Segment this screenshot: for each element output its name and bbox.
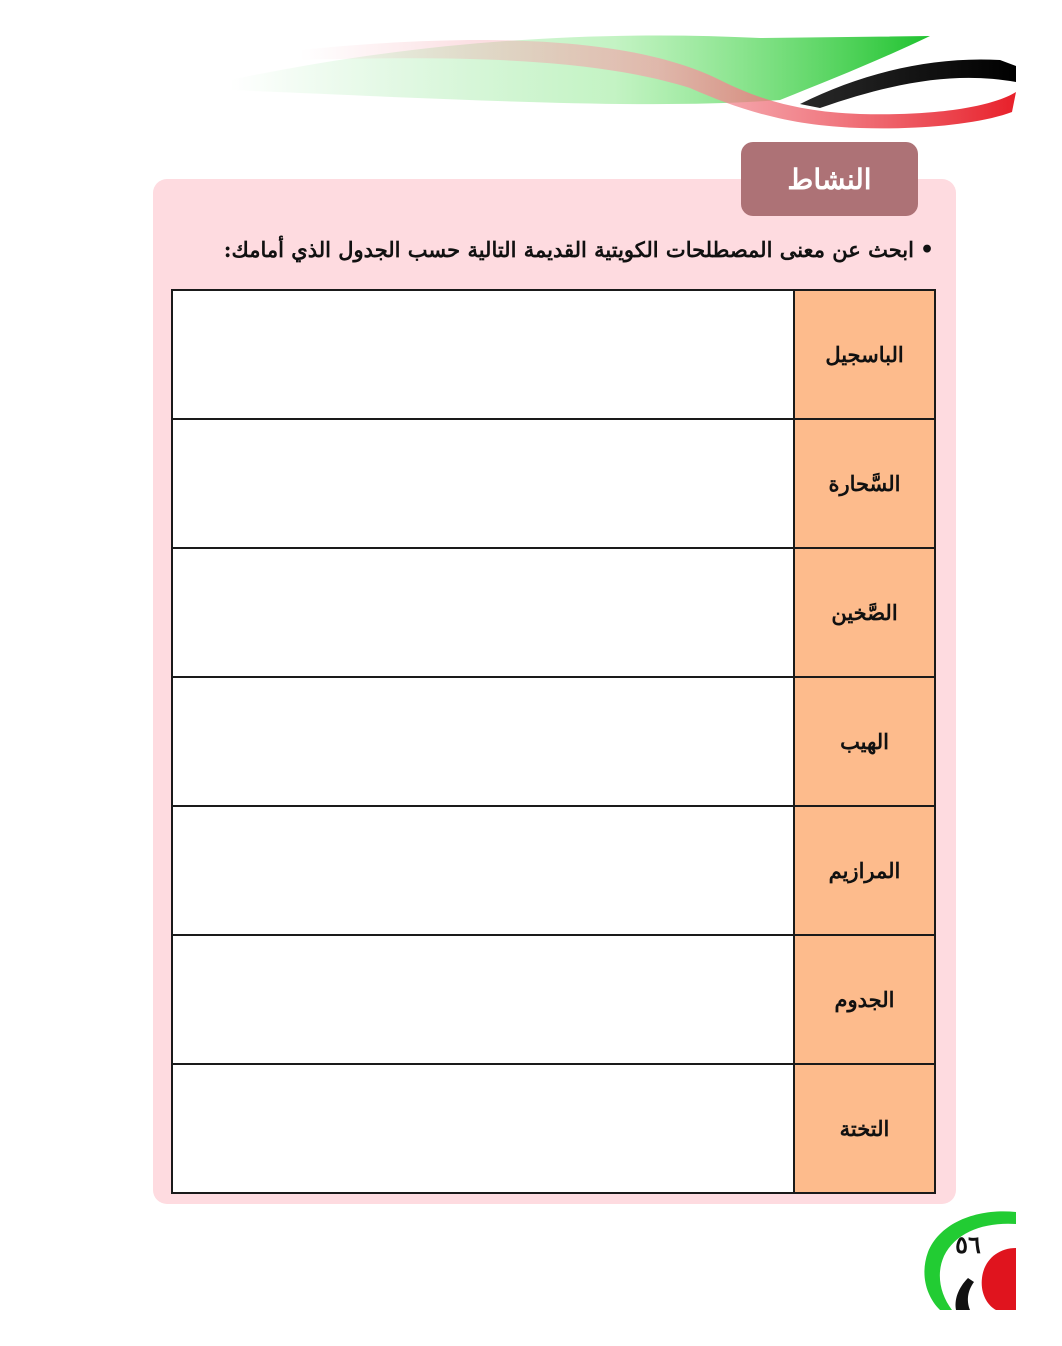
answer-cell[interactable] xyxy=(172,935,794,1064)
answer-cell[interactable] xyxy=(172,677,794,806)
activity-instruction xyxy=(174,232,934,268)
table-row xyxy=(172,935,935,1064)
instruction-text: ابحث عن معنى المصطلحات الكويتية القديمة التالية حسب الجدول الذي أمامك: xyxy=(223,237,914,262)
answer-cell[interactable] xyxy=(172,419,794,548)
answer-cell[interactable] xyxy=(172,548,794,677)
bullet-icon: • xyxy=(919,237,934,263)
flag-ribbon-decoration xyxy=(0,0,1062,140)
answer-cell[interactable] xyxy=(172,806,794,935)
term-cell: الجدوم xyxy=(794,935,935,1064)
term-cell: الباسجيل xyxy=(794,290,935,419)
table-row xyxy=(172,677,935,806)
term-cell: الصَّخين xyxy=(794,548,935,677)
activity-title: النشاط xyxy=(741,142,918,216)
table-row xyxy=(172,1064,935,1193)
table-row xyxy=(172,290,935,419)
answer-cell[interactable] xyxy=(172,1064,794,1193)
table-row xyxy=(172,806,935,935)
term-cell: التختة xyxy=(794,1064,935,1193)
answer-cell[interactable] xyxy=(172,290,794,419)
page-number: ٥٦ xyxy=(955,1230,981,1259)
term-cell: الهيب xyxy=(794,677,935,806)
table-row xyxy=(172,548,935,677)
terms-table xyxy=(171,289,936,1194)
term-cell: المرازيم xyxy=(794,806,935,935)
term-cell: السَّحارة xyxy=(794,419,935,548)
table-row xyxy=(172,419,935,548)
